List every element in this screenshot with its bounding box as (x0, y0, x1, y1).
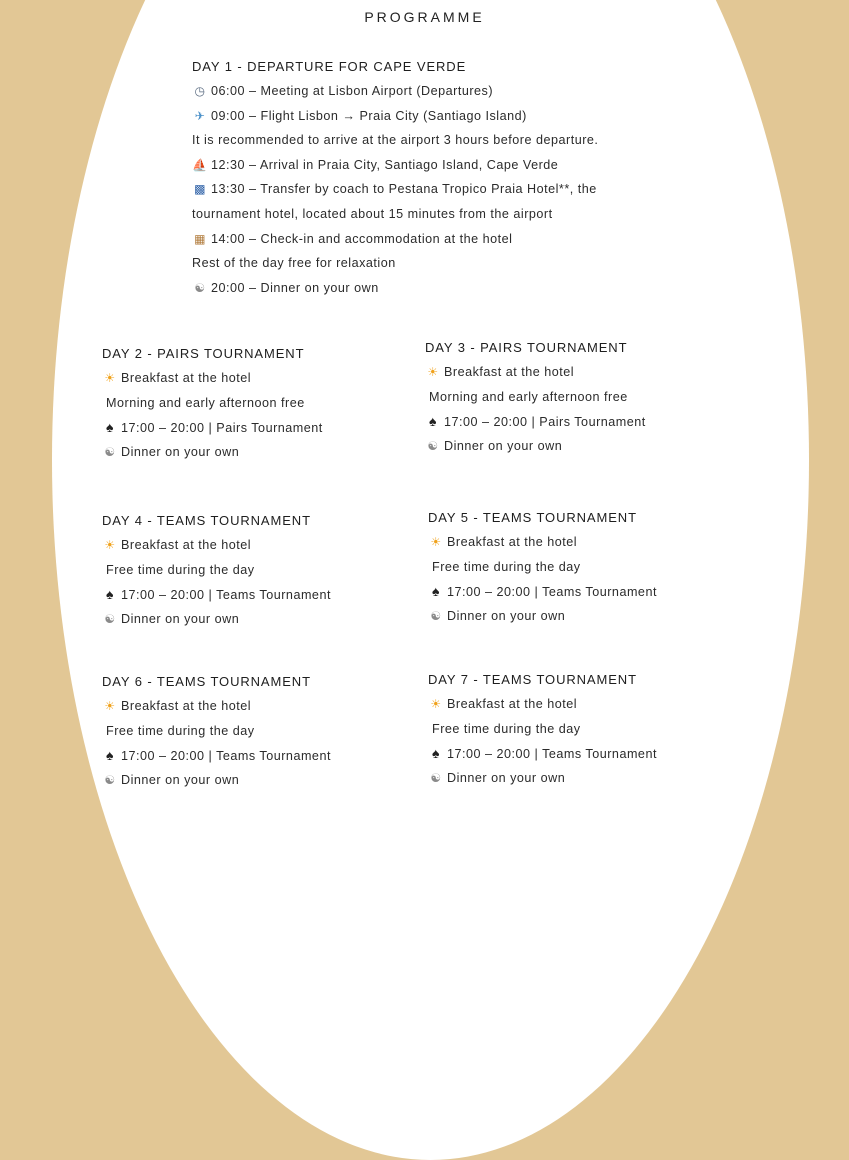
fork-knife-icon: ☯ (104, 772, 116, 787)
day-heading: DAY 2 - PAIRS TOURNAMENT (102, 346, 305, 361)
fork-knife-icon: ☯ (194, 280, 206, 295)
schedule-line: ☀ Breakfast at the hotel (428, 530, 657, 555)
sun-icon: ☀ (427, 365, 439, 379)
day-2-section (102, 346, 323, 464)
schedule-line: Free time during the day (432, 721, 581, 736)
spade-icon: ♠ (106, 586, 114, 603)
sun-icon: ☀ (104, 371, 116, 385)
schedule-line: ☯ Dinner on your own (102, 607, 331, 632)
day-heading: DAY 6 - TEAMS TOURNAMENT (102, 674, 311, 689)
schedule-line: ☀ Breakfast at the hotel (102, 694, 331, 719)
day-7-section (428, 672, 657, 790)
day-1-section (192, 59, 598, 300)
schedule-line: ☀ Breakfast at the hotel (102, 366, 323, 391)
schedule-line: ☯ Dinner on your own (425, 434, 646, 459)
schedule-line: ▩ 13:30 – Transfer by coach to Pestana Tropico Praia Hotel**, the (192, 177, 598, 202)
schedule-line: ☯ 20:00 – Dinner on your own (192, 276, 598, 301)
schedule-line: Morning and early afternoon free (429, 389, 628, 404)
schedule-line: ▦ 14:00 – Check-in and accommodation at the hotel (192, 227, 598, 252)
day-3-section (425, 340, 646, 458)
spade-icon: ♠ (106, 747, 114, 764)
schedule-line: ☀ Breakfast at the hotel (428, 692, 657, 717)
schedule-line: ☯ Dinner on your own (428, 766, 657, 791)
schedule-line: ☯ Dinner on your own (102, 440, 323, 465)
day-heading: DAY 4 - TEAMS TOURNAMENT (102, 513, 311, 528)
sun-icon: ☀ (430, 697, 442, 711)
schedule-line: Morning and early afternoon free (106, 395, 305, 410)
day-heading: DAY 7 - TEAMS TOURNAMENT (428, 672, 637, 687)
fork-knife-icon: ☯ (427, 438, 439, 453)
spade-icon: ♠ (432, 745, 440, 762)
schedule-note: Rest of the day free for relaxation (192, 256, 396, 271)
sun-icon: ☀ (104, 699, 116, 713)
schedule-line: ♠ 17:00 – 20:00 | Teams Tournament (102, 743, 331, 768)
schedule-note: tournament hotel, located about 15 minutes from the airport (192, 206, 553, 221)
schedule-line: ☯ Dinner on your own (428, 604, 657, 629)
schedule-note: It is recommended to arrive at the airport 3 hours before departure. (192, 133, 599, 148)
schedule-line: Free time during the day (106, 723, 255, 738)
day-heading: DAY 5 - TEAMS TOURNAMENT (428, 510, 637, 525)
hotel-icon: ▦ (194, 231, 206, 246)
day-5-section (428, 510, 657, 628)
sun-icon: ☀ (104, 538, 116, 552)
ship-icon: ⛵ (192, 157, 208, 172)
day-4-section (102, 513, 331, 631)
schedule-line: ⛵ 12:30 – Arrival in Praia City, Santiago Island, Cape Verde (192, 153, 598, 178)
schedule-line: ♠ 17:00 – 20:00 | Teams Tournament (428, 741, 657, 766)
schedule-line: Free time during the day (106, 562, 255, 577)
spade-icon: ♠ (429, 413, 437, 430)
sun-icon: ☀ (430, 535, 442, 549)
fork-knife-icon: ☯ (430, 608, 442, 623)
day-6-section (102, 674, 331, 792)
schedule-line: ☀ Breakfast at the hotel (425, 360, 646, 385)
clock-icon: ◷ (194, 84, 206, 98)
bus-icon: ▩ (194, 182, 206, 197)
airplane-icon: ✈ (194, 108, 206, 123)
fork-knife-icon: ☯ (430, 770, 442, 785)
day-heading: DAY 3 - PAIRS TOURNAMENT (425, 340, 628, 355)
fork-knife-icon: ☯ (104, 444, 116, 459)
schedule-line: ♠ 17:00 – 20:00 | Pairs Tournament (425, 409, 646, 434)
schedule-line: Free time during the day (432, 559, 581, 574)
day-1-heading: DAY 1 - DEPARTURE FOR CAPE VERDE (192, 59, 467, 74)
schedule-line: ◷ 06:00 – Meeting at Lisbon Airport (Departures) (192, 79, 598, 104)
schedule-line: ✈ 09:00 – Flight Lisbon → Praia City (Santiago Island) (192, 104, 598, 129)
page-title: PROGRAMME (364, 9, 485, 25)
fork-knife-icon: ☯ (104, 611, 116, 626)
schedule-line: ♠ 17:00 – 20:00 | Pairs Tournament (102, 415, 323, 440)
spade-icon: ♠ (106, 419, 114, 436)
spade-icon: ♠ (432, 583, 440, 600)
schedule-line: ♠ 17:00 – 20:00 | Teams Tournament (428, 579, 657, 604)
schedule-line: ☯ Dinner on your own (102, 768, 331, 793)
schedule-line: ♠ 17:00 – 20:00 | Teams Tournament (102, 582, 331, 607)
schedule-line: ☀ Breakfast at the hotel (102, 533, 331, 558)
